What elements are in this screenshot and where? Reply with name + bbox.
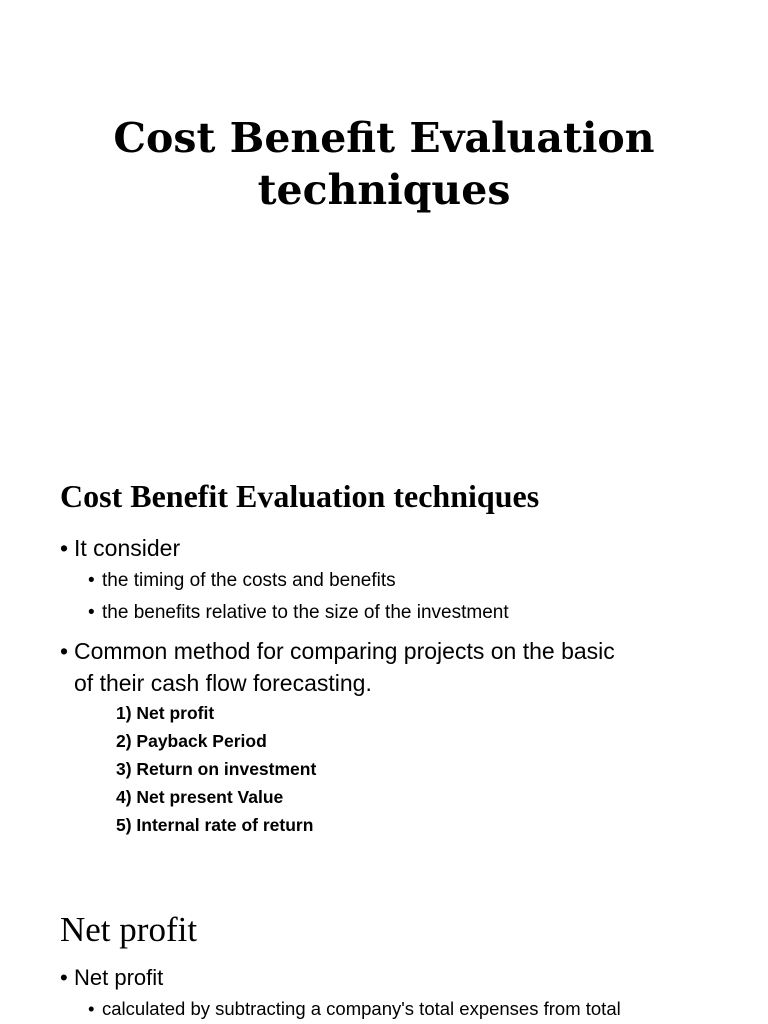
sub-bullet-timing [88, 568, 396, 594]
method-item: 3) Return on investment [116, 759, 317, 779]
presentation-title [0, 112, 768, 216]
method-item: 1) Net profit [116, 703, 215, 723]
method-item: 2) Payback Period [116, 731, 267, 751]
sub-bullet-text: calculated by subtracting a company's total expenses from total [102, 998, 621, 1019]
sub-bullet-text: the timing of the costs and benefits [102, 570, 396, 591]
bullet-dot-icon: • [88, 570, 95, 591]
bullet-text-line-1: Common method for comparing projects on the basic [74, 638, 615, 664]
bullet-dot-icon: • [60, 965, 68, 990]
method-item: 4) Net present Value [116, 787, 284, 807]
title-line-1: Cost Benefit Evaluation [113, 114, 655, 162]
bullet-dot-icon: • [60, 535, 69, 561]
sub-bullet-benefits [88, 600, 509, 626]
bullet-dot-icon: • [88, 602, 95, 623]
sub-bullet-calculated [88, 996, 621, 1022]
bullet-it-consider [60, 532, 180, 564]
sub-bullet-text: the benefits relative to the size of the investment [102, 602, 509, 623]
slide-techniques [0, 432, 768, 864]
slide-title [0, 0, 768, 432]
bullet-text-line-2: of their cash flow forecasting. [74, 670, 372, 696]
bullet-net-profit [60, 962, 163, 994]
method-item: 5) Internal rate of return [116, 815, 314, 835]
bullet-dot-icon: • [60, 638, 69, 664]
bullet-text: It consider [74, 535, 181, 561]
bullet-dot-icon: • [88, 998, 95, 1019]
title-line-2: techniques [257, 166, 511, 214]
slide-heading: Cost Benefit Evaluation techniques [60, 478, 540, 514]
slide-net-profit [0, 864, 768, 1024]
bullet-common-method [60, 635, 615, 699]
bullet-text: Net profit [74, 965, 164, 990]
slide-heading: Net profit [60, 910, 198, 949]
